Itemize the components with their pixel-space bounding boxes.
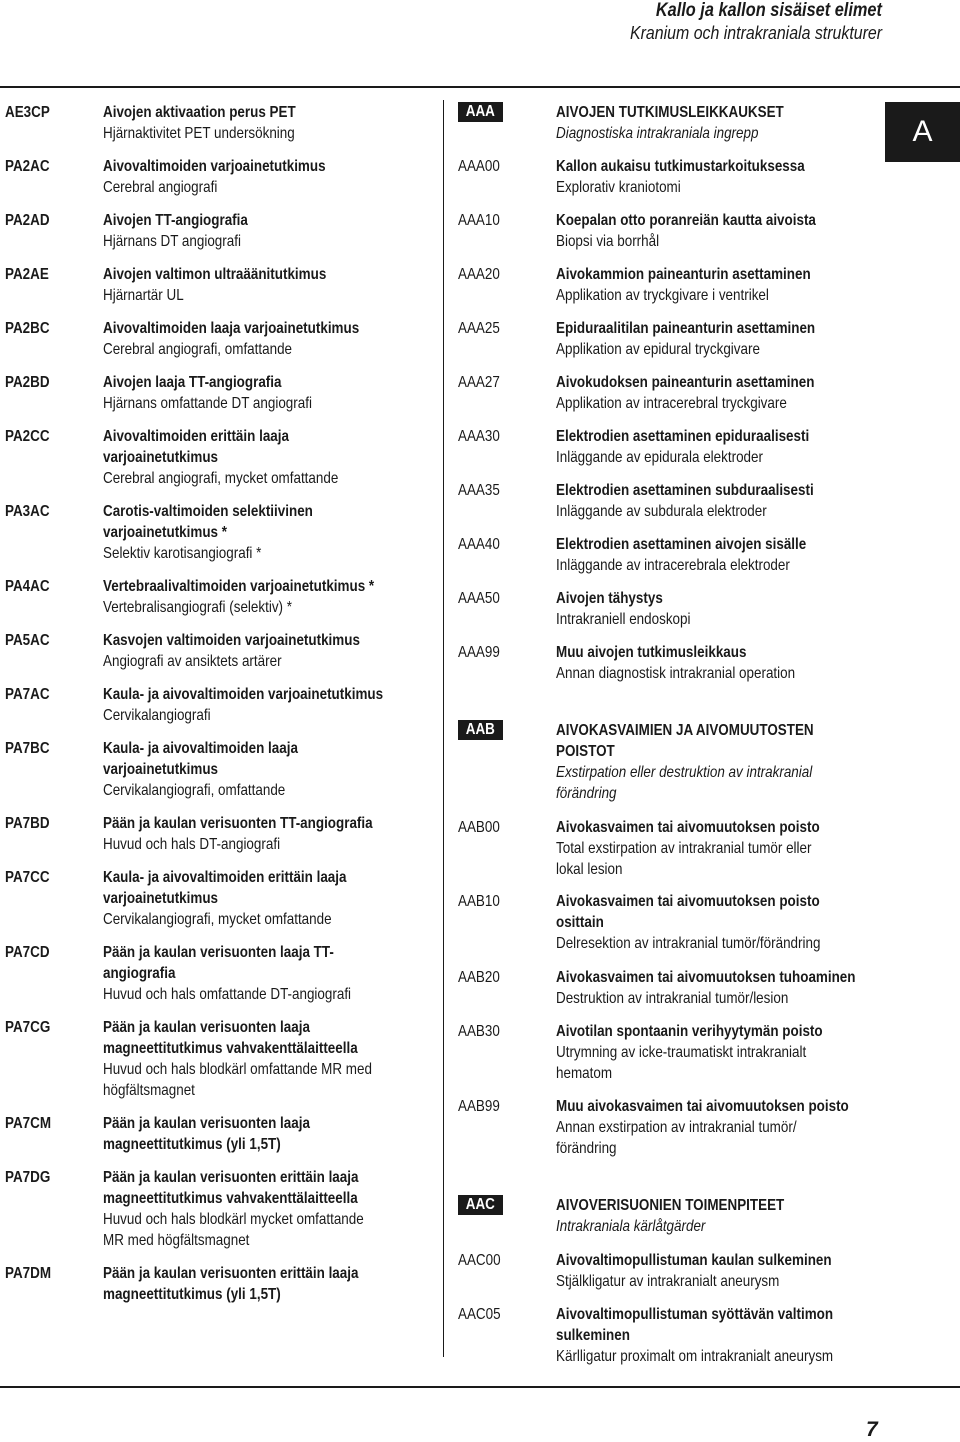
procedure-code: PA7CM (5, 1115, 52, 1132)
procedure-code: PA7CD (5, 944, 50, 961)
procedure-entry (103, 684, 436, 726)
finnish-name: Aivojen tähystys (556, 590, 663, 607)
procedure-code: AAA30 (458, 428, 500, 445)
finnish-name: Aivojen laaja TT-angiografia (103, 374, 282, 391)
swedish-name: förändring (556, 1140, 617, 1157)
finnish-name: Aivokasvaimen tai aivomuutoksen tuhoaminen (556, 969, 856, 986)
procedure-code: PA7CG (5, 1019, 51, 1036)
procedure-code: PA7AC (5, 686, 50, 703)
procedure-code: AAA40 (458, 536, 500, 553)
finnish-name: sulkeminen (556, 1327, 630, 1344)
procedure-code: AAB10 (458, 893, 500, 910)
finnish-name: Kaula- ja aivovaltimoiden erittäin laaja (103, 869, 347, 886)
procedure-code: AAA20 (458, 266, 500, 283)
finnish-name: Pään ja kaulan verisuonten laaja TT- (103, 944, 334, 961)
finnish-name: Aivokasvaimen tai aivomuutoksen poisto (556, 819, 820, 836)
swedish-name: Huvud och hals blodkärl mycket omfattande (103, 1211, 364, 1228)
procedure-entry (556, 642, 841, 684)
finnish-name: Carotis-valtimoiden selektiivinen (103, 503, 313, 520)
swedish-name: Annan exstirpation av intrakranial tumör/ (556, 1119, 797, 1136)
finnish-name: Aivojen valtimon ultraäänitutkimus (103, 266, 327, 283)
swedish-name: Cerebral angiografi (103, 179, 218, 196)
procedure-code: AAA27 (458, 374, 500, 391)
top-rule (0, 86, 960, 88)
swedish-name: Vertebralisangiografi (selektiv) * (103, 599, 292, 616)
swedish-name: Stjälkligatur av intrakranialt aneurysm (556, 1273, 780, 1290)
procedure-code: AAA25 (458, 320, 500, 337)
procedure-entry (556, 156, 852, 198)
finnish-name: Muu aivokasvaimen tai aivomuutoksen poisto (556, 1098, 849, 1115)
procedure-entry (556, 426, 857, 468)
procedure-entry (103, 102, 332, 144)
finnish-name: varjoainetutkimus (103, 890, 219, 907)
finnish-name: magneettitutkimus vahvakenttälaitteella (103, 1190, 358, 1207)
procedure-entry (103, 738, 335, 801)
procedure-code: AAC00 (458, 1252, 501, 1269)
finnish-name: Aivojen aktivaation perus PET (103, 104, 296, 121)
procedure-entry (556, 967, 913, 1009)
swedish-name: Cerebral angiografi, omfattande (103, 341, 293, 358)
finnish-name: Pään ja kaulan verisuonten laaja (103, 1019, 310, 1036)
finnish-name: Koepalan otto poranreiän kautta aivoista (556, 212, 816, 229)
procedure-entry (103, 1113, 349, 1155)
finnish-name: Muu aivojen tutkimusleikkaus (556, 644, 747, 661)
swedish-name: Selektiv karotisangiografi * (103, 545, 262, 562)
procedure-entry (556, 210, 865, 252)
finnish-name: Kallon aukaisu tutkimustarkoituksessa (556, 158, 805, 175)
swedish-name: Kärlligatur proximalt om intrakranialt aneurysm (556, 1348, 834, 1365)
swedish-name: Biopsi via borrhål (556, 233, 660, 250)
procedure-entry (103, 156, 368, 198)
swedish-name: Utrymning av icke-traumatiskt intrakranialt (556, 1044, 807, 1061)
procedure-entry (556, 588, 716, 630)
swedish-name: Applikation av intracerebral tryckgivare (556, 395, 787, 412)
procedure-entry (556, 318, 865, 360)
finnish-name: Aivokammion paineanturin asettaminen (556, 266, 811, 283)
page-number: 7 (866, 1418, 878, 1441)
finnish-name: varjoainetutkimus (103, 761, 219, 778)
swedish-name: Explorativ kraniotomi (556, 179, 681, 196)
procedure-entry (103, 372, 352, 414)
procedure-entry (103, 813, 424, 855)
procedure-entry (556, 817, 870, 880)
page-header-title: Kallo ja kallon sisäiset elimet (655, 0, 882, 21)
procedure-entry (556, 372, 864, 414)
procedure-code: PA2CC (5, 428, 50, 445)
procedure-code: PA7DM (5, 1265, 52, 1282)
procedure-entry (103, 1263, 407, 1305)
procedure-code: AAA50 (458, 590, 500, 607)
procedure-entry (103, 264, 369, 306)
swedish-name: MR med högfältsmagnet (103, 1232, 250, 1249)
swedish-name: Applikation av tryckgivare i ventrikel (556, 287, 769, 304)
procedure-code: AAB99 (458, 1098, 500, 1115)
finnish-name: Aivovaltimopullistuman kaulan sulkeminen (556, 1252, 832, 1269)
swedish-name: Destruktion av intrakranial tumör/lesion (556, 990, 789, 1007)
column-divider (443, 100, 444, 1357)
finnish-name: Elektrodien asettaminen epiduraalisesti (556, 428, 810, 445)
procedure-code: PA2AC (5, 158, 50, 175)
section-heading (556, 720, 863, 804)
procedure-code: PA2BC (5, 320, 50, 337)
procedure-entry (556, 1250, 884, 1292)
finnish-name: Vertebraalivaltimoiden varjoainetutkimus * (103, 578, 375, 595)
bottom-rule (0, 1386, 960, 1388)
swedish-name: Cerebral angiografi, mycket omfattande (103, 470, 339, 487)
finnish-name: Aivojen TT-angiografia (103, 212, 248, 229)
finnish-name: Aivovaltimopullistuman syöttävän valtimon (556, 1306, 834, 1323)
finnish-name: AIVOVERISUONIEN TOIMENPITEET (556, 1197, 785, 1214)
procedure-code: PA4AC (5, 578, 50, 595)
section-heading (556, 102, 827, 144)
swedish-name: Angiografi av ansiktets artärer (103, 653, 282, 670)
procedure-code: AAB00 (458, 819, 500, 836)
swedish-name: Hjärnaktivitet PET undersökning (103, 125, 295, 142)
procedure-code: PA7DG (5, 1169, 51, 1186)
swedish-name: Huvud och hals DT-angiografi (103, 836, 281, 853)
procedure-entry (103, 501, 353, 564)
section-heading (556, 1195, 828, 1237)
procedure-code: PA3AC (5, 503, 50, 520)
procedure-code: AAA35 (458, 482, 500, 499)
swedish-name: Intrakraniala kärlåtgärder (556, 1218, 706, 1235)
procedure-code: PA5AC (5, 632, 50, 649)
procedure-code: AAC05 (458, 1306, 501, 1323)
procedure-code: PA7CC (5, 869, 50, 886)
finnish-name: magneettitutkimus (yli 1,5T) (103, 1286, 281, 1303)
procedure-entry (103, 1017, 423, 1101)
swedish-name: Diagnostiska intrakraniala ingrepp (556, 125, 759, 142)
swedish-name: Intrakraniell endoskopi (556, 611, 691, 628)
finnish-name: AIVOJEN TUTKIMUSLEIKKAUKSET (556, 104, 784, 121)
swedish-name: Huvud och hals omfattande DT-angiografi (103, 986, 352, 1003)
section-tab: A (885, 102, 960, 162)
finnish-name: Aivotilan spontaanin verihyytymän poisto (556, 1023, 823, 1040)
procedure-entry (556, 1096, 905, 1159)
procedure-entry (556, 1021, 873, 1084)
swedish-name: Hjärnans DT angiografi (103, 233, 241, 250)
finnish-name: Elektrodien asettaminen aivojen sisälle (556, 536, 807, 553)
swedish-name: Cervikalangiografi (103, 707, 211, 724)
procedure-code: AAA10 (458, 212, 500, 229)
procedure-entry (556, 264, 859, 306)
procedure-code: PA2BD (5, 374, 50, 391)
procedure-entry (103, 576, 426, 618)
swedish-name: Inläggande av epidurala elektroder (556, 449, 763, 466)
procedure-code: AE3CP (5, 104, 50, 121)
swedish-name: hematom (556, 1065, 613, 1082)
finnish-name: Aivovaltimoiden varjoainetutkimus (103, 158, 326, 175)
procedure-entry (103, 318, 408, 360)
swedish-name: Cervikalangiografi, omfattande (103, 782, 286, 799)
finnish-name: Aivovaltimoiden erittäin laaja (103, 428, 289, 445)
finnish-name: Elektrodien asettaminen subduraalisesti (556, 482, 814, 499)
procedure-entry (103, 942, 398, 1005)
procedure-code: AAA00 (458, 158, 500, 175)
procedure-entry (103, 426, 383, 489)
procedure-entry (556, 480, 863, 522)
swedish-name: Exstirpation eller destruktion av intrakranial (556, 764, 813, 781)
procedure-entry (103, 210, 275, 252)
section-code-badge: AAC (458, 1195, 503, 1215)
finnish-name: Pään ja kaulan verisuonten erittäin laaja (103, 1169, 359, 1186)
finnish-name: AIVOKASVAIMIEN JA AIVOMUUTOSTEN (556, 722, 814, 739)
finnish-name: magneettitutkimus (yli 1,5T) (103, 1136, 281, 1153)
procedure-code: PA7BD (5, 815, 50, 832)
procedure-entry (556, 534, 854, 576)
page-header-subtitle: Kranium och intrakraniala strukturer (629, 22, 882, 43)
swedish-name: Huvud och hals blodkärl omfattande MR med (103, 1061, 372, 1078)
procedure-entry (556, 1304, 886, 1367)
procedure-code: AAA99 (458, 644, 500, 661)
swedish-name: Inläggande av subdurala elektroder (556, 503, 767, 520)
section-code-badge: AAB (458, 720, 503, 740)
swedish-name: Hjärnans omfattande DT angiografi (103, 395, 312, 412)
finnish-name: Kaula- ja aivovaltimoiden laaja (103, 740, 298, 757)
section-code-badge: AAA (458, 102, 503, 122)
swedish-name: Applikation av epidural tryckgivare (556, 341, 760, 358)
finnish-name: varjoainetutkimus (103, 449, 219, 466)
swedish-name: förändring (556, 785, 617, 802)
procedure-code: PA2AD (5, 212, 50, 229)
finnish-name: Aivokasvaimen tai aivomuutoksen poisto (556, 893, 820, 910)
procedure-entry (556, 891, 871, 954)
procedure-code: PA2AE (5, 266, 49, 283)
swedish-name: lokal lesion (556, 861, 623, 878)
finnish-name: Pään ja kaulan verisuonten TT-angiografia (103, 815, 373, 832)
finnish-name: varjoainetutkimus * (103, 524, 227, 541)
swedish-name: Delresektion av intrakranial tumör/förändring (556, 935, 821, 952)
finnish-name: Aivokudoksen paineanturin asettaminen (556, 374, 815, 391)
finnish-name: angiografia (103, 965, 176, 982)
finnish-name: Kaula- ja aivovaltimoiden varjoainetutkimus (103, 686, 384, 703)
procedure-entry (103, 630, 409, 672)
finnish-name: magneettitutkimus vahvakenttälaitteella (103, 1040, 358, 1057)
finnish-name: osittain (556, 914, 604, 931)
finnish-name: POISTOT (556, 743, 615, 760)
finnish-name: Pään ja kaulan verisuonten erittäin laaja (103, 1265, 359, 1282)
swedish-name: Annan diagnostisk intrakranial operation (556, 665, 796, 682)
procedure-entry (103, 867, 393, 930)
swedish-name: Hjärnartär UL (103, 287, 184, 304)
swedish-name: Total exstirpation av intrakranial tumör eller (556, 840, 812, 857)
procedure-entry (103, 1167, 413, 1251)
swedish-name: högfältsmagnet (103, 1082, 195, 1099)
finnish-name: Kasvojen valtimoiden varjoainetutkimus (103, 632, 360, 649)
finnish-name: Aivovaltimoiden laaja varjoainetutkimus (103, 320, 360, 337)
swedish-name: Inläggande av intracerebrala elektroder (556, 557, 790, 574)
swedish-name: Cervikalangiografi, mycket omfattande (103, 911, 332, 928)
procedure-code: AAB20 (458, 969, 500, 986)
finnish-name: Pään ja kaulan verisuonten laaja (103, 1115, 310, 1132)
procedure-code: PA7BC (5, 740, 50, 757)
finnish-name: Epiduraalitilan paineanturin asettaminen (556, 320, 816, 337)
procedure-code: AAB30 (458, 1023, 500, 1040)
